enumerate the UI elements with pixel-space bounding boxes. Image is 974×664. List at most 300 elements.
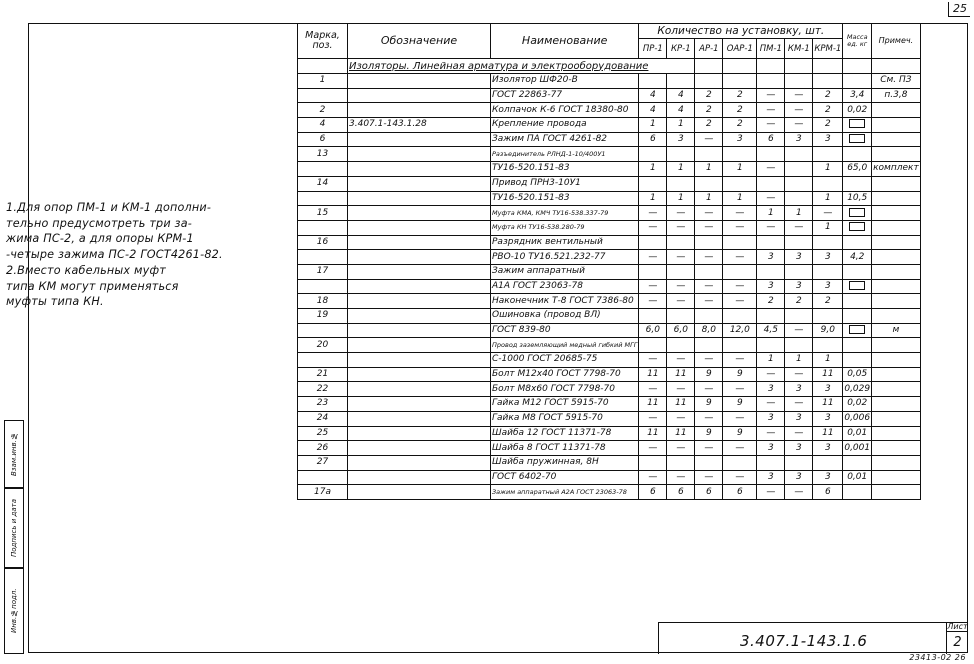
table-row [298,470,921,485]
row-qty [785,147,813,162]
row-designation [348,235,491,250]
table-row [298,191,921,206]
row-name: Зажим аппаратный [491,264,639,279]
row-qty: — [785,426,813,441]
row-qty [813,147,843,162]
group-row-mark [298,59,348,74]
row-qty: — [757,220,785,235]
table-row [298,103,921,118]
row-qty [813,176,843,191]
row-qty: — [639,411,667,426]
row-mark: 6 [298,132,348,147]
row-mass: 0,01 [843,426,872,441]
row-qty [695,147,723,162]
row-qty [667,235,695,250]
row-qty: 3 [757,382,785,397]
stamp-cell-signature [4,488,24,568]
row-qty: — [785,485,813,500]
row-designation [348,88,491,103]
row-name: Крепление провода [491,118,639,133]
row-qty: 1 [667,191,695,206]
row-name: Колпачок К-6 ГОСТ 18380-80 [491,103,639,118]
row-qty [639,147,667,162]
row-qty [667,455,695,470]
header-note: Примеч. [872,24,921,59]
table-row [298,309,921,324]
row-qty: 11 [667,367,695,382]
row-qty [695,309,723,324]
row-qty: 8,0 [695,323,723,338]
group-row-cell [695,59,723,74]
row-mass: 0,029 [843,382,872,397]
row-name: Привод ПРН3-10У1 [491,176,639,191]
table-row [298,132,921,147]
row-designation [348,220,491,235]
row-qty: 3 [785,470,813,485]
row-designation [348,309,491,324]
notes-block [6,200,291,310]
row-qty [639,176,667,191]
row-qty: 1 [813,191,843,206]
sheet-number: 2 [953,635,962,650]
note-line: жима ПС-2, а для опоры КРМ-1 [6,232,194,246]
row-qty: 3 [785,132,813,147]
row-name: Наконечник Т-8 ГОСТ 7386-80 [491,294,639,309]
row-qty: — [695,294,723,309]
row-qty: 4 [667,88,695,103]
table-row [298,294,921,309]
row-qty: 1 [723,162,757,177]
row-qty [723,147,757,162]
row-mark: 19 [298,309,348,324]
row-qty: — [723,220,757,235]
row-note [872,176,921,191]
row-qty: — [667,279,695,294]
row-mark: 17 [298,264,348,279]
row-name: Болт М8х60 ГОСТ 7798-70 [491,382,639,397]
row-mark: 15 [298,206,348,221]
table-row [298,426,921,441]
note-line: 2.Вместо кабельных муфт [6,263,166,277]
row-qty: — [757,397,785,412]
row-name: Шайба 12 ГОСТ 11371-78 [491,426,639,441]
row-name: Гайка М8 ГОСТ 5915-70 [491,411,639,426]
row-name: ГОСТ 839-80 [491,323,639,338]
row-qty: — [639,220,667,235]
row-qty: 11 [667,426,695,441]
row-qty: — [757,88,785,103]
row-qty [667,309,695,324]
row-qty: 1 [757,206,785,221]
table-row [298,279,921,294]
row-qty: — [723,279,757,294]
table-row [298,250,921,265]
row-note [872,250,921,265]
row-qty: 1 [639,191,667,206]
row-qty: 6 [757,132,785,147]
row-mark: 4 [298,118,348,133]
row-qty: 3 [813,132,843,147]
table-row [298,353,921,368]
table-row [298,411,921,426]
row-qty: — [695,206,723,221]
row-note: п.3,8 [872,88,921,103]
row-qty: 1 [785,353,813,368]
row-qty: 3 [813,441,843,456]
row-name: Зажим ПА ГОСТ 4261-82 [491,132,639,147]
row-qty: 1 [813,220,843,235]
row-mass: 4,2 [843,250,872,265]
header-qty-col: ПМ-1 [757,39,785,59]
row-qty: 9 [723,426,757,441]
row-qty: — [723,470,757,485]
table-row [298,323,921,338]
row-qty: — [785,220,813,235]
row-qty: 3 [813,470,843,485]
row-mass: 10,5 [843,191,872,206]
row-name: РВО-10 ТУ16.521.232-77 [491,250,639,265]
row-qty: 9 [695,426,723,441]
title-block [658,622,968,654]
row-name: А1А ГОСТ 23063-78 [491,279,639,294]
row-mass [843,132,872,147]
row-mark: 23 [298,397,348,412]
row-mark: 18 [298,294,348,309]
row-designation [348,441,491,456]
row-note [872,294,921,309]
row-mass: 0,05 [843,367,872,382]
row-mass [843,74,872,89]
row-mark: 2 [298,103,348,118]
row-note [872,264,921,279]
row-note [872,485,921,500]
row-mass [843,309,872,324]
row-qty: 1 [667,118,695,133]
row-qty: — [785,367,813,382]
row-qty [695,235,723,250]
mass-placeholder-box [849,222,865,231]
row-name: Муфта КН ТУ16-538.280-79 [491,220,639,235]
row-qty: 3 [723,132,757,147]
row-note [872,441,921,456]
stamp-cell-inv [4,568,24,654]
row-qty [723,74,757,89]
row-mark [298,191,348,206]
row-qty [667,264,695,279]
row-qty [723,309,757,324]
row-qty: — [757,426,785,441]
row-designation [348,397,491,412]
row-mass [843,235,872,250]
row-qty: — [757,162,785,177]
row-qty: 4 [667,103,695,118]
row-qty: — [695,382,723,397]
row-qty: — [667,441,695,456]
row-qty: 3 [813,250,843,265]
header-name: Наименование [491,24,639,59]
row-mass [843,353,872,368]
row-designation [348,294,491,309]
row-qty: 2 [757,294,785,309]
row-qty [785,309,813,324]
row-qty: — [757,367,785,382]
row-designation [348,353,491,368]
row-qty [785,235,813,250]
row-mark: 25 [298,426,348,441]
row-mass: 0,01 [843,470,872,485]
row-qty: — [757,191,785,206]
row-qty [639,309,667,324]
row-designation [348,250,491,265]
row-qty: 9 [695,367,723,382]
row-designation [348,411,491,426]
row-designation [348,176,491,191]
row-qty: 3 [813,411,843,426]
table-row [298,118,921,133]
row-mark [298,353,348,368]
row-qty: 1 [639,162,667,177]
row-mark: 24 [298,411,348,426]
row-designation [348,382,491,397]
row-qty [813,309,843,324]
row-name: Шайба пружинная, 8Н [491,455,639,470]
row-designation [348,147,491,162]
table-row [298,220,921,235]
note-line: типа КМ могут применяться [6,279,179,293]
row-name: Разъединитель РЛНД-1-10/400У1 [491,147,639,162]
sheet-label: Лист [947,622,968,631]
group-row-cell [843,59,872,74]
title-block-divider [658,623,659,654]
row-qty: — [639,470,667,485]
row-designation [348,264,491,279]
row-note [872,426,921,441]
row-qty [639,264,667,279]
row-mark [298,220,348,235]
row-qty: 3 [757,411,785,426]
row-mark [298,250,348,265]
mass-placeholder-box [849,119,865,128]
row-qty: — [757,118,785,133]
row-qty [723,338,757,353]
row-note [872,382,921,397]
row-mark: 26 [298,441,348,456]
table-row [298,455,921,470]
row-qty [667,147,695,162]
row-qty: 11 [813,426,843,441]
group-row-cell [757,59,785,74]
row-qty: 2 [695,103,723,118]
row-qty: 1 [785,206,813,221]
row-mass [843,455,872,470]
row-qty: 4 [639,88,667,103]
row-note [872,309,921,324]
row-qty: 6 [639,132,667,147]
row-qty: 11 [813,367,843,382]
row-name: Зажим аппаратный А2А ГОСТ 23063-78 [491,485,639,500]
row-qty: — [723,382,757,397]
row-name: Болт М12х40 ГОСТ 7798-70 [491,367,639,382]
row-name: ТУ16-520.151-83 [491,162,639,177]
row-designation [348,279,491,294]
row-qty: — [639,279,667,294]
row-note [872,411,921,426]
group-row-cell [872,59,921,74]
note-line: тельно предусмотреть три за- [6,216,193,230]
row-qty: 6 [695,485,723,500]
row-qty: 3 [757,441,785,456]
table-row [298,88,921,103]
row-qty: 11 [813,397,843,412]
row-qty: 2 [813,103,843,118]
row-mark [298,470,348,485]
row-qty [785,162,813,177]
row-mass [843,220,872,235]
row-qty: — [695,132,723,147]
row-mass: 0,001 [843,441,872,456]
row-qty [757,309,785,324]
row-name: Разрядник вентильный [491,235,639,250]
table-row [298,147,921,162]
row-name: ГОСТ 22863-77 [491,88,639,103]
row-qty: — [785,397,813,412]
row-mass: 0,02 [843,397,872,412]
stamp-cell-replace [4,420,24,488]
row-designation [348,74,491,89]
row-note [872,220,921,235]
row-qty: 2 [723,88,757,103]
row-qty [667,74,695,89]
mass-placeholder-box [849,208,865,217]
header-quantity: Количество на установку, шт. [639,24,843,39]
row-mass [843,294,872,309]
header-qty-col: ОАР-1 [723,39,757,59]
row-qty: — [667,250,695,265]
row-qty: 6 [723,485,757,500]
note-line: -четыре зажима ПС-2 ГОСТ4261-82. [6,248,223,262]
row-qty [667,176,695,191]
row-qty: 4 [639,103,667,118]
side-stamp [0,0,28,664]
row-qty: 3 [757,250,785,265]
row-note [872,118,921,133]
row-mark: 21 [298,367,348,382]
row-note [872,455,921,470]
row-note [872,279,921,294]
page-number: 25 [948,2,970,17]
row-qty [785,191,813,206]
row-name: С-1000 ГОСТ 20685-75 [491,353,639,368]
row-qty: 1 [695,162,723,177]
row-mass [843,485,872,500]
row-qty: 2 [785,294,813,309]
row-qty [757,455,785,470]
row-qty: 3 [785,411,813,426]
row-mass [843,338,872,353]
row-qty: 6,0 [639,323,667,338]
row-qty [757,147,785,162]
table-row [298,162,921,177]
row-designation [348,455,491,470]
row-qty: 2 [695,118,723,133]
row-qty: — [785,118,813,133]
row-qty: — [723,294,757,309]
header-qty-col: КР-1 [667,39,695,59]
row-note [872,470,921,485]
row-qty [813,235,843,250]
row-qty: — [785,103,813,118]
specification-table [297,23,921,500]
row-qty: — [695,441,723,456]
row-note [872,132,921,147]
row-qty: 11 [639,426,667,441]
row-name: ТУ16-520.151-83 [491,191,639,206]
row-note [872,367,921,382]
row-qty [723,455,757,470]
row-mark: 17а [298,485,348,500]
row-mark [298,323,348,338]
row-qty: — [723,411,757,426]
table-row [298,441,921,456]
group-row-cell [723,59,757,74]
row-designation: 3.407.1-143.1.28 [348,118,491,133]
row-qty [757,264,785,279]
row-qty: — [813,206,843,221]
row-mark: 13 [298,147,348,162]
row-mass [843,118,872,133]
row-qty [813,74,843,89]
row-note [872,191,921,206]
row-mass: 3,4 [843,88,872,103]
row-note [872,147,921,162]
table-row [298,367,921,382]
row-designation [348,191,491,206]
row-qty: 2 [813,88,843,103]
row-name: Шайба 8 ГОСТ 11371-78 [491,441,639,456]
row-qty: — [723,206,757,221]
row-mark: 14 [298,176,348,191]
row-note [872,397,921,412]
mass-placeholder-box [849,134,865,143]
row-qty: 9 [723,367,757,382]
row-note [872,206,921,221]
row-qty: — [667,206,695,221]
row-qty: 4,5 [757,323,785,338]
row-name: Провод заземляющий медный гибкий МГГ [491,338,639,353]
row-qty: — [723,441,757,456]
row-qty: — [639,353,667,368]
row-name: Ошиновка (провод ВЛ) [491,309,639,324]
row-mark: 1 [298,74,348,89]
row-qty: — [695,411,723,426]
row-qty: — [639,206,667,221]
row-qty [723,235,757,250]
row-qty: — [667,411,695,426]
row-qty [695,74,723,89]
note-line: муфты типа КН. [6,295,104,309]
row-qty: 6 [667,485,695,500]
row-designation [348,470,491,485]
header-mass: Масса ед. кг [843,24,872,59]
mass-placeholder-box [849,325,865,334]
row-designation [348,338,491,353]
row-mass: 0,02 [843,103,872,118]
row-name: Изолятор ШФ20-В [491,74,639,89]
row-qty [667,338,695,353]
archive-code: 23413-02 26 [909,653,966,662]
row-qty: — [667,470,695,485]
row-mark [298,162,348,177]
